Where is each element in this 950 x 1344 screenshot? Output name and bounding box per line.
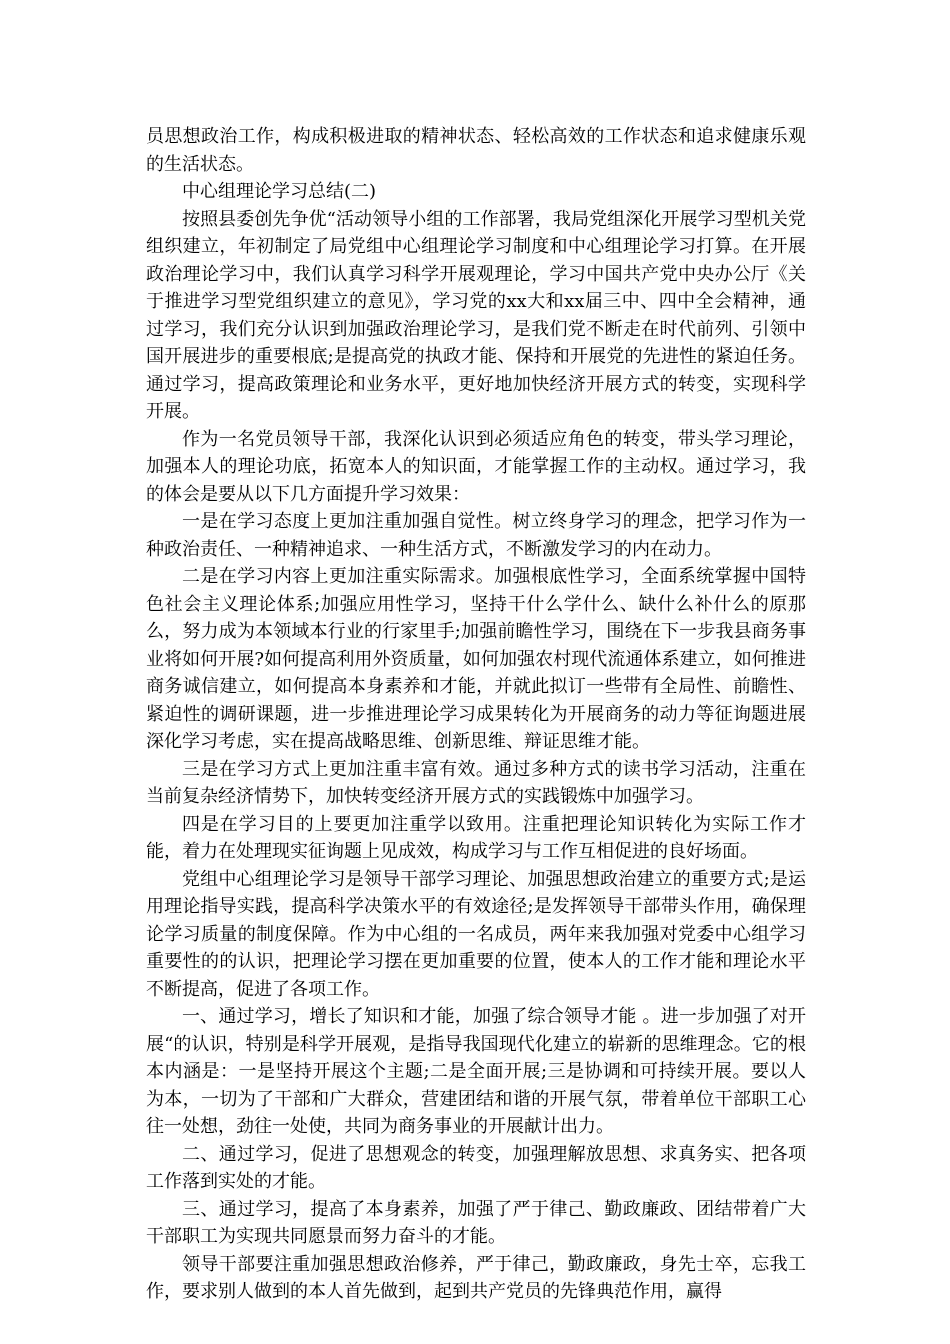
document-body	[146, 123, 806, 1306]
paragraph-9: 党组中心组理论学习是领导干部学习理论、加强思想政治建立的重要方式;是运用理论指导实践，提高科学决策水平的有效途径;是发挥领导干部带头作用，确保理论学习质量的制度保障。作为中心组的一名成员，两年来我加强对党委中心组学习重要性的的认识，把理论学习摆在更加重要的位置，使本人的工作才能和理论水平不断提高，促进了各项工作。	[146, 868, 806, 1000]
paragraph-4: 作为一名党员领导干部，我深化认识到必须适应角色的转变，带头学习理论，加强本人的理论功底，拓宽本人的知识面，才能掌握工作的主动权。通过学习，我的体会是要从以下几方面提升学习效果：	[146, 428, 806, 505]
paragraph-12: 三、通过学习，提高了本身素养，加强了严于律己、勤政廉政、团结带着广大干部职工为实现共同愿景而努力奋斗的才能。	[146, 1198, 806, 1247]
paragraph-5: 一是在学习态度上更加注重加强自觉性。树立终身学习的理念，把学习作为一种政治责任、一种精神追求、一种生活方式，不断激发学习的内在动力。	[146, 511, 806, 560]
paragraph-13: 领导干部要注重加强思想政治修养，严于律己，勤政廉政，身先士卒，忘我工作，要求别人做到的本人首先做到，起到共产党员的先锋典范作用，赢得	[146, 1253, 806, 1302]
paragraph-6: 二是在学习内容上更加注重实际需求。加强根底性学习，全面系统掌握中国特色社会主义理论体系;加强应用性学习，坚持干什么学什么、缺什么补什么的原那么，努力成为本领域本行业的行家里手;加强前瞻性学习，围绕在下一步我县商务事业将如何开展?如何提高利用外资质量，如何加强农村现代流通体系建立，如何推进商务诚信建立，如何提高本身素养和才能，并就此拟订一些带有全局性、前瞻性、紧迫性的调研课题，进一步推进理论学习成果转化为开展商务的动力等征询题进展深化学习考虑，实在提高战略思维、创新思维、辩证思维才能。	[146, 566, 806, 752]
paragraph-1: 员思想政治工作，构成积极进取的精神状态、轻松高效的工作状态和追求健康乐观的生活状态。	[146, 126, 806, 175]
paragraph-3: 按照县委创先争优“活动领导小组的工作部署，我局党组深化开展学习型机关党组织建立，年初制定了局党组中心组理论学习制度和中心组理论学习打算。在开展政治理论学习中，我们认真学习科学开展观理论，学习中国共产党中央办公厅《关于推进学习型党组织建立的意见》，学习党的xx大和xx届三中、四中全会精神，通过学习，我们充分认识到加强政治理论学习，是我们党不断走在时代前列、引领中国开展进步的重要根底;是提高党的执政才能、保持和开展党的先进性的紧迫任务。通过学习，提高政策理论和业务水平，更好地加快经济开展方式的转变，实现科学开展。	[146, 208, 806, 422]
paragraph-11: 二、通过学习，促进了思想观念的转变，加强理解放思想、求真务实、把各项工作落到实处的才能。	[146, 1143, 806, 1192]
paragraph-10: 一、通过学习，增长了知识和才能，加强了综合领导才能 。进一步加强了对开展“的认识，特别是科学开展观，是指导我国现代化建立的崭新的思维理念。它的根本内涵是：一是坚持开展这个主题;二是全面开展;三是协调和可持续开展。要以人为本，一切为了干部和广大群众，营建团结和谐的开展气氛，带着单位干部职工心往一处想，劲往一处使，共同为商务事业的开展献计出力。	[146, 1006, 806, 1137]
paragraph-8: 四是在学习目的上要更加注重学以致用。注重把理论知识转化为实际工作才能，着力在处理现实征询题上见成效，构成学习与工作互相促进的良好场面。	[146, 813, 806, 862]
paragraph-7: 三是在学习方式上更加注重丰富有效。通过多种方式的读书学习活动，注重在当前复杂经济情势下，加快转变经济开展方式的实践锻炼中加强学习。	[146, 758, 806, 807]
section-heading: 中心组理论学习总结(二)	[182, 181, 377, 202]
